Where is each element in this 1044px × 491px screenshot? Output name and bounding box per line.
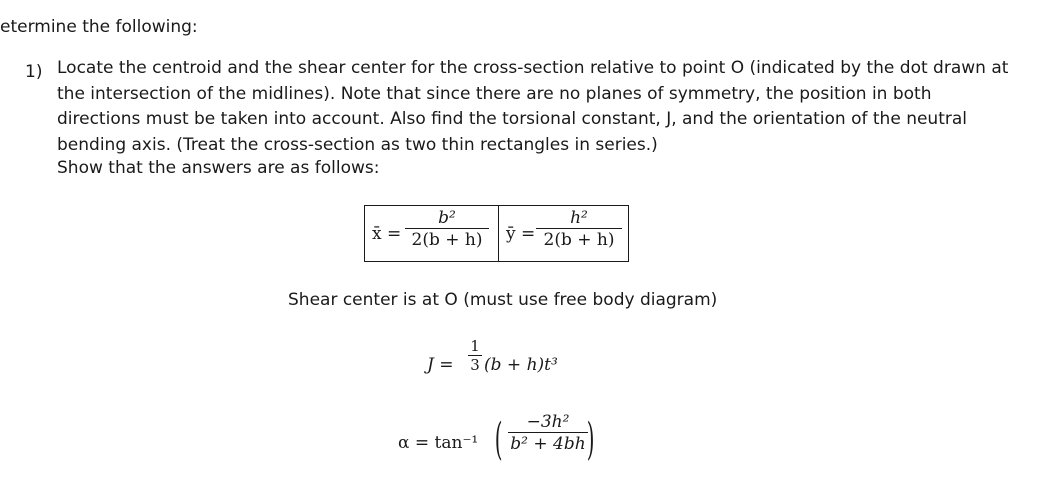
xbar-denominator: 2(b + h)	[411, 230, 483, 250]
alpha-lhs: α = tan⁻¹	[398, 433, 479, 453]
xbar-symbol: x̄ =	[372, 224, 402, 244]
one-third-fraction	[468, 338, 482, 374]
ybar-denominator: 2(b + h)	[543, 230, 615, 250]
fraction-numerator: 1	[470, 337, 480, 355]
j-lhs: J =	[427, 355, 454, 375]
item-text: Locate the centroid and the shear center for the cross-section relative to point O (indicated by the dot drawn at the intersection of the midlines). Note that since there are no planes of symmetry, the position in both directions must be taken into account. Also find the torsional constant, J, and the orientation of the neutral bending axis. (Treat the cross-section as two thin rectangles in series.)	[57, 58, 1009, 155]
xbar-fraction	[405, 208, 489, 251]
left-paren: (	[494, 414, 503, 465]
ybar-symbol: ȳ =	[506, 224, 536, 244]
ybar-numerator: h²	[570, 208, 588, 228]
xbar-numerator: b²	[438, 208, 456, 228]
right-paren: )	[586, 414, 595, 465]
section-header: etermine the following:	[0, 17, 198, 37]
item-number: 1)	[25, 62, 43, 82]
alpha-numerator: −3h²	[526, 412, 570, 432]
alpha-fraction	[508, 412, 588, 455]
alpha-denominator: b² + 4bh	[510, 434, 586, 454]
show-line: Show that the answers are as follows:	[57, 158, 380, 178]
j-rhs: (b + h)t³	[484, 355, 558, 375]
fraction-denominator: 3	[470, 356, 480, 374]
ybar-fraction	[536, 208, 622, 251]
shear-center-statement: Shear center is at O (must use free body diagram)	[288, 290, 718, 310]
